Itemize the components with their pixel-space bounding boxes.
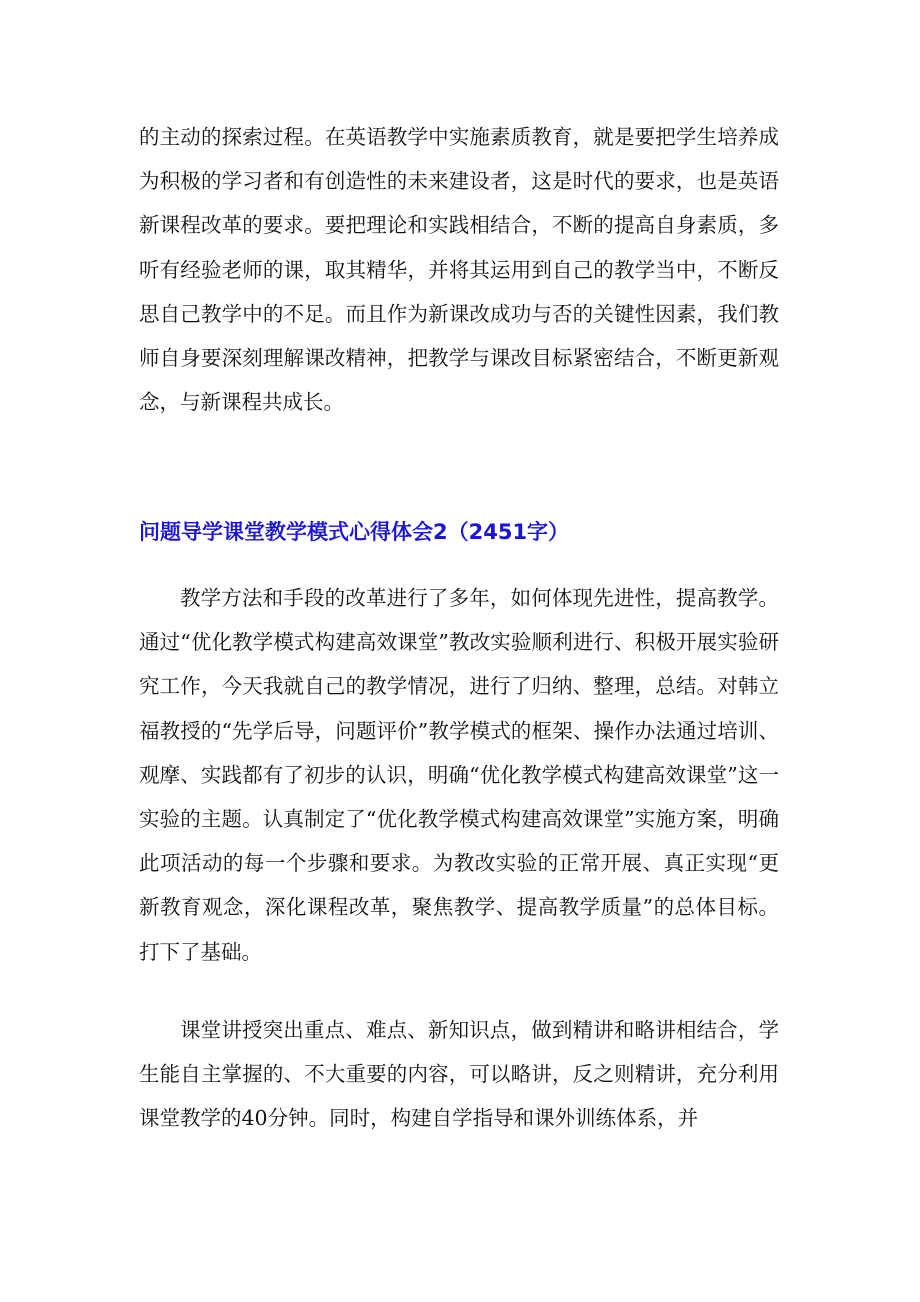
body-paragraph-3: 课堂讲授突出重点、难点、新知识点，做到精讲和略讲相结合，学生能自主掌握的、不大重要的内容，可以略讲，反之则精讲，充分利用课堂教学的40分钟。同时，构建自学指导和课外训练体系，并 [139, 1018, 779, 1131]
body-paragraph-1: 的主动的探索过程。在英语教学中实施素质教育，就是要把学生培养成为积极的学习者和有创造性的未来建设者，这是时代的要求，也是英语新课程改革的要求。要把理论和实践相结合，不断的提高自身素质，多听有经验老师的课，取其精华，并将其运用到自己的教学当中，不断反思自己教学中的不足。而且作为新课改成功与否的关键性因素，我们教师自身要深刻理解课改精神，把教学与课改目标紧密结合，不断更新观念，与新课程共成长。 [139, 125, 779, 415]
section-heading: 问题导学课堂教学模式心得体会2（2451字） [139, 520, 570, 544]
body-paragraph-2: 教学方法和手段的改革进行了多年，如何体现先进性，提高教学。通过“优化教学模式构建高效课堂”教改实验顺利进行、积极开展实验研究工作，今天我就自己的教学情况，进行了归纳、整理，总结。对韩立福教授的“先学后导，问题评价”教学模式的框架、操作办法通过培训、观摩、实践都有了初步的认识，明确“优化教学模式构建高效课堂”这一实验的主题。认真制定了“优化教学模式构建高效课堂”实施方案，明确此项活动的每一个步骤和要求。为教改实验的正常开展、真正实现“更新教育观念，深化课程改革，聚焦教学、提高教学质量”的总体目标。打下了基础。 [139, 586, 779, 964]
